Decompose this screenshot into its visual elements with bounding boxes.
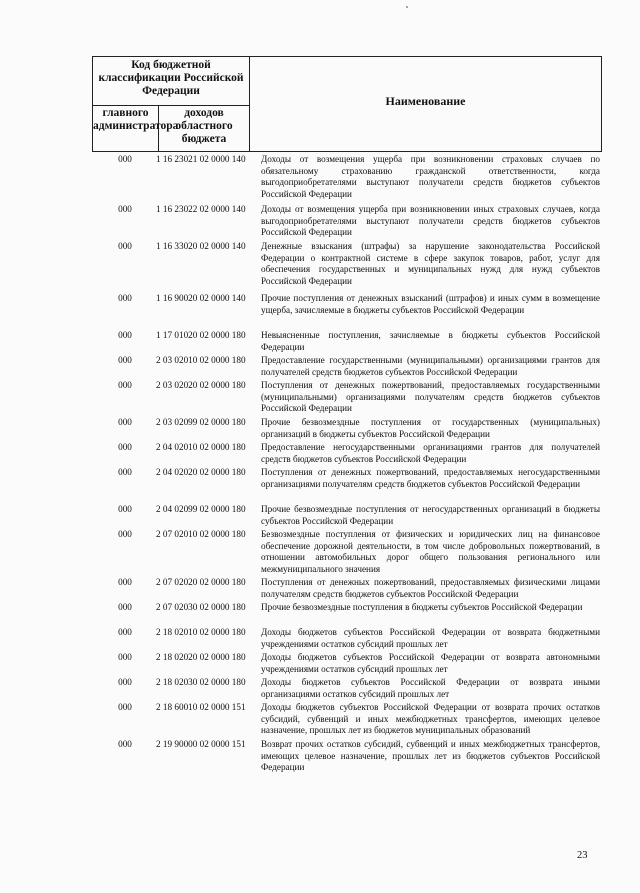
budget-code: 2 07 02020 02 0000 180: [156, 577, 246, 587]
row-name: Доходы бюджетов субъектов Российской Федерации от возврата прочих остатков субсидий, субвенций и иных межбюджетных трансфертов, имеющих целевое назначение, прошлых лет из бюджетов муниципальных образований: [261, 702, 600, 736]
budget-code: 2 18 60010 02 0000 151: [156, 702, 246, 712]
budget-code: 1 16 23021 02 0000 140: [156, 154, 246, 164]
admin-code: 000: [118, 652, 132, 662]
scan-artifact: [406, 6, 408, 8]
admin-code: 000: [118, 504, 132, 514]
budget-code: 2 04 02010 02 0000 180: [156, 442, 246, 452]
row-name: Доходы бюджетов субъектов Российской Федерации от возврата бюджетными учреждениями остатков субсидий прошлых лет: [261, 627, 600, 649]
budget-code: 2 07 02030 02 0000 180: [156, 602, 246, 612]
table-header: [92, 56, 602, 152]
admin-code: 000: [118, 677, 132, 687]
row-name: Возврат прочих остатков субсидий, субвенций и иных межбюджетных трансфертов, имеющих целевое назначение, прошлых лет из бюджетов субъектов Российской Федерации: [261, 739, 600, 773]
admin-code: 000: [118, 529, 132, 539]
admin-code: 000: [118, 577, 132, 587]
row-name: Поступления от денежных пожертвований, предоставляемых физическими лицами получателям средств бюджетов субъектов Российской Федерации: [261, 577, 600, 599]
header-name: Наименование: [385, 94, 466, 108]
budget-code: 2 18 02020 02 0000 180: [156, 652, 246, 662]
row-name: Поступления от денежных пожертвований, предоставляемых негосударственными организациями получателям средств бюджетов субъектов Российской Федерации: [261, 467, 600, 489]
row-name: Доходы от возмещения ущерба при возникновении страховых случаев по обязательному страхованию гражданской ответственности, когда выгодоприобретателями выступают получатели средств бюджетов субъектов Российской Федерации: [261, 154, 600, 199]
budget-code: 2 19 90000 02 0000 151: [156, 739, 246, 749]
budget-code: 1 16 23022 02 0000 140: [156, 204, 246, 214]
admin-code: 000: [118, 355, 132, 365]
row-name: Прочие безвозмездные поступления в бюджеты субъектов Российской Федерации: [261, 602, 583, 612]
row-name: Предоставление государственными (муниципальными) организациями грантов для получателей средств бюджетов субъектов Российской Федерации: [261, 355, 600, 377]
budget-code: 2 07 02010 02 0000 180: [156, 529, 246, 539]
admin-code: 000: [118, 602, 132, 612]
admin-code: 000: [118, 627, 132, 637]
row-name: Безвозмездные поступления от физических и юридических лиц на финансовое обеспечение дорожной деятельности, в том числе добровольных пожертвований, в отношении автомобильных дорог общего пользования регионального или межмуниципального значения: [261, 529, 600, 574]
admin-code: 000: [118, 417, 132, 427]
budget-code: 1 16 90020 02 0000 140: [156, 293, 246, 303]
admin-code: 000: [118, 739, 132, 749]
row-name: Денежные взыскания (штрафы) за нарушение законодательства Российской Федерации о контрактной системе в сфере закупок товаров, работ, услуг для обеспечения государственных и муниципальных нужд для нужд субъектов Российской Федерации: [261, 241, 600, 286]
header-divider-horizontal: [93, 105, 249, 106]
admin-code: 000: [118, 442, 132, 452]
row-name: Прочие безвозмездные поступления от государственных (муниципальных) организаций в бюджеты субъектов Российской Федерации: [261, 417, 600, 439]
admin-code: 000: [118, 204, 132, 214]
header-admin: главного администратора: [93, 107, 179, 132]
budget-code: 2 04 02020 02 0000 180: [156, 467, 246, 477]
row-name: Прочие поступления от денежных взысканий (штрафов) и иных сумм в возмещение ущерба, зачисляемые в бюджеты субъектов Российской Федерации: [261, 293, 600, 315]
row-name: Доходы бюджетов субъектов Российской Федерации от возврата иными организациями остатков субсидий прошлых лет: [261, 677, 600, 699]
budget-code: 2 03 02010 02 0000 180: [156, 355, 246, 365]
admin-code: 000: [118, 702, 132, 712]
admin-code: 000: [118, 241, 132, 251]
budget-code: 1 16 33020 02 0000 140: [156, 241, 246, 251]
budget-code: 2 18 02010 02 0000 180: [156, 627, 246, 637]
row-name: Поступления от денежных пожертвований, предоставляемых государственными (муниципальными) организациями получателям средств бюджетов субъектов Российской Федерации: [261, 380, 600, 414]
row-name: Доходы бюджетов субъектов Российской Федерации от возврата автономными учреждениями остатков субсидий прошлых лет: [261, 652, 600, 674]
budget-code: 2 03 02099 02 0000 180: [156, 417, 246, 427]
row-name: Доходы от возмещения ущерба при возникновении иных страховых случаев, когда выгодоприобретателями выступают получатели средств бюджетов субъектов Российской Федерации: [261, 204, 600, 238]
row-name: Предоставление негосударственными организациями грантов для получателей средств бюджетов субъектов Российской Федерации: [261, 442, 600, 464]
budget-code: 2 03 02020 02 0000 180: [156, 380, 246, 390]
page-number: 23: [577, 850, 588, 861]
budget-code: 2 18 02030 02 0000 180: [156, 677, 246, 687]
admin-code: 000: [118, 380, 132, 390]
header-budget-code: Код бюджетной классификации Российской Федерации: [98, 59, 244, 97]
row-name: Прочие безвозмездные поступления от негосударственных организаций в бюджеты субъектов Российской Федерации: [261, 504, 600, 526]
admin-code: 000: [118, 293, 132, 303]
header-income: доходов областного бюджета: [175, 107, 233, 145]
budget-code: 1 17 01020 02 0000 180: [156, 330, 246, 340]
admin-code: 000: [118, 467, 132, 477]
admin-code: 000: [118, 154, 132, 164]
admin-code: 000: [118, 330, 132, 340]
budget-code: 2 04 02099 02 0000 180: [156, 504, 246, 514]
row-name: Невыясненные поступления, зачисляемые в бюджеты субъектов Российской Федерации: [261, 330, 600, 352]
